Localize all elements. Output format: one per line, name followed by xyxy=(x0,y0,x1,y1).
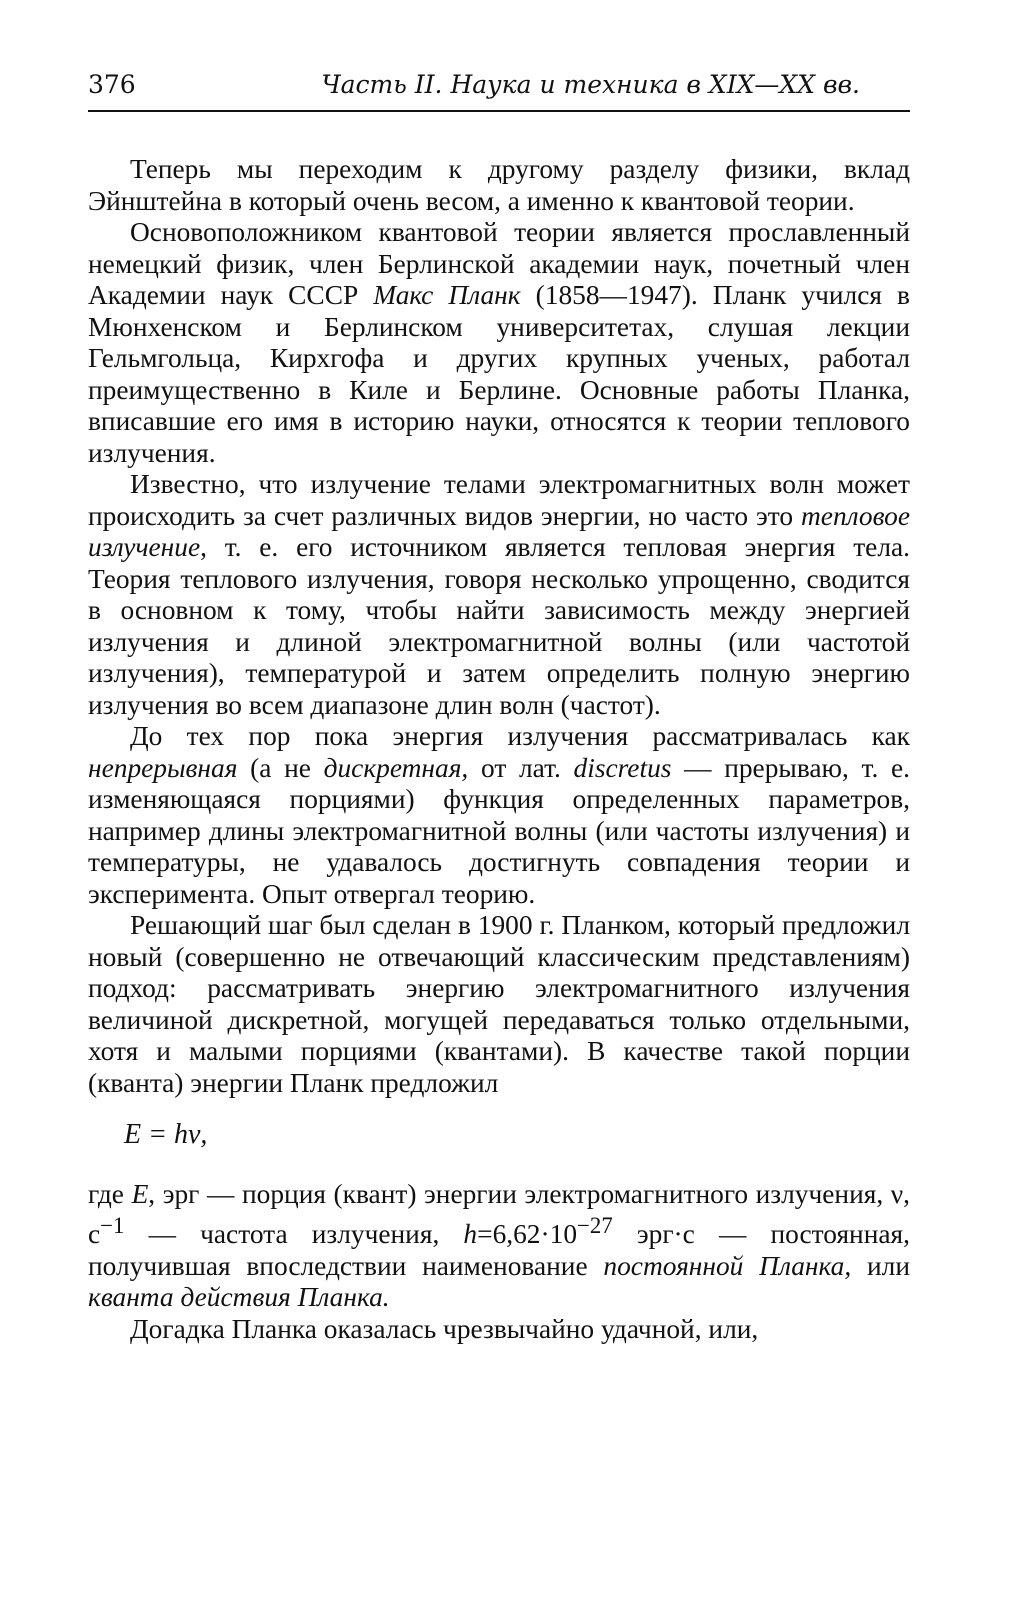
running-head-title: Часть II. Наука и техника в XIX—XX вв. xyxy=(321,70,860,99)
paragraph-text: , т. е. его источником является тепловая энергия тела. Теория теплового излучения, говоря несколько упрощенно, сводится в основном к тому, чтобы найти зависимость между энергией излучения и длиной электромагнитной волны (или частотой излучения), температурой и затем определить полную энергию излучения во всем диапазоне длин волн (частот). xyxy=(88,532,910,720)
paragraph-text: До тех пор пока энергия излучения рассматривалась как xyxy=(130,721,910,751)
paragraph-text: Основоположником квантовой теории является прославленный немецкий физик, член Берлинской академии наук, почетный член Академии наук СССР xyxy=(88,217,910,310)
math-symbol: h xyxy=(463,1219,478,1250)
paragraph-text: (1858—1947). Планк учился в Мюнхенском и Берлинском университетах, слушая лекции Гельмгольца, Кирхгофа и других крупных ученых, работал преимущественно в Киле и Берлине. Основные работы Планка, вписавшие его имя в историю науки, относятся к теории теплового излучения. xyxy=(88,280,910,468)
paragraph-text: эрг·с — постоянная, получившая впоследствии наименование xyxy=(88,1219,910,1281)
paragraph: Догадка Планка оказалась чрезвычайно удачной, или, xyxy=(130,1313,759,1344)
superscript: −27 xyxy=(577,1213,613,1238)
body-text xyxy=(88,154,910,1345)
document-page xyxy=(88,60,910,1345)
paragraph: Решающий шаг был сделан в 1900 г. Планком, который предложил новый (совершенно не отвечающий классическим представлениям) подход: рассматривать энергию электромагнитного излучения величиной дискретной, могущей передаваться только отдельными, хотя и малыми порциями (квантами). В качестве такой порции (кванта) энергии Планк предложил xyxy=(88,910,910,1098)
paragraph: Теперь мы переходим к другому разделу физики, вклад Эйнштейна в который очень весом, а именно к квантовой теории. xyxy=(88,154,910,216)
paragraph-text: от лат. xyxy=(468,752,574,783)
emphasis-term: кванта действия Планка. xyxy=(88,1282,390,1313)
paragraph-text: или xyxy=(851,1250,910,1281)
paragraph-text: Известно, что излучение телами электромагнитных волн может происходить за счет различных видов энергии, но часто это xyxy=(88,469,910,531)
paragraph xyxy=(88,217,910,469)
math-symbol: E xyxy=(131,1178,149,1209)
emphasis-person-name: Макс Планк xyxy=(373,280,521,310)
superscript: −1 xyxy=(100,1213,125,1238)
page-number: 376 xyxy=(88,70,136,99)
paragraph xyxy=(88,721,910,910)
emphasis-term: постоянной Планка, xyxy=(603,1250,852,1281)
paragraph xyxy=(88,469,910,721)
emphasis-term: тепловое излучение xyxy=(88,500,910,562)
emphasis-term: непрерывная xyxy=(88,752,238,783)
paragraph-text: , эрг — порция (квант) энергии электромагнитного излучения, ν, с xyxy=(88,1178,911,1250)
paragraph-text: =6,62·10 xyxy=(477,1219,578,1250)
running-head xyxy=(88,60,910,112)
formula: E = hν, xyxy=(124,1119,208,1150)
emphasis-latin-word: discretus xyxy=(573,752,672,783)
paragraph-text: где xyxy=(88,1178,132,1209)
emphasis-term: дискретная, xyxy=(323,752,469,783)
paragraph-text: — частота излучения, xyxy=(124,1219,464,1250)
paragraph-text: — прерываю, т. е. изменяющаяся порциями) функция определенных параметров, например длины электромагнитной волны (или частоты излучения) и температуры, не удавалось достигнуть совпадения теории и эксперимента. Опыт отвергал теорию. xyxy=(88,752,910,909)
paragraph xyxy=(88,1179,910,1314)
paragraph-text: (а не xyxy=(237,752,324,783)
